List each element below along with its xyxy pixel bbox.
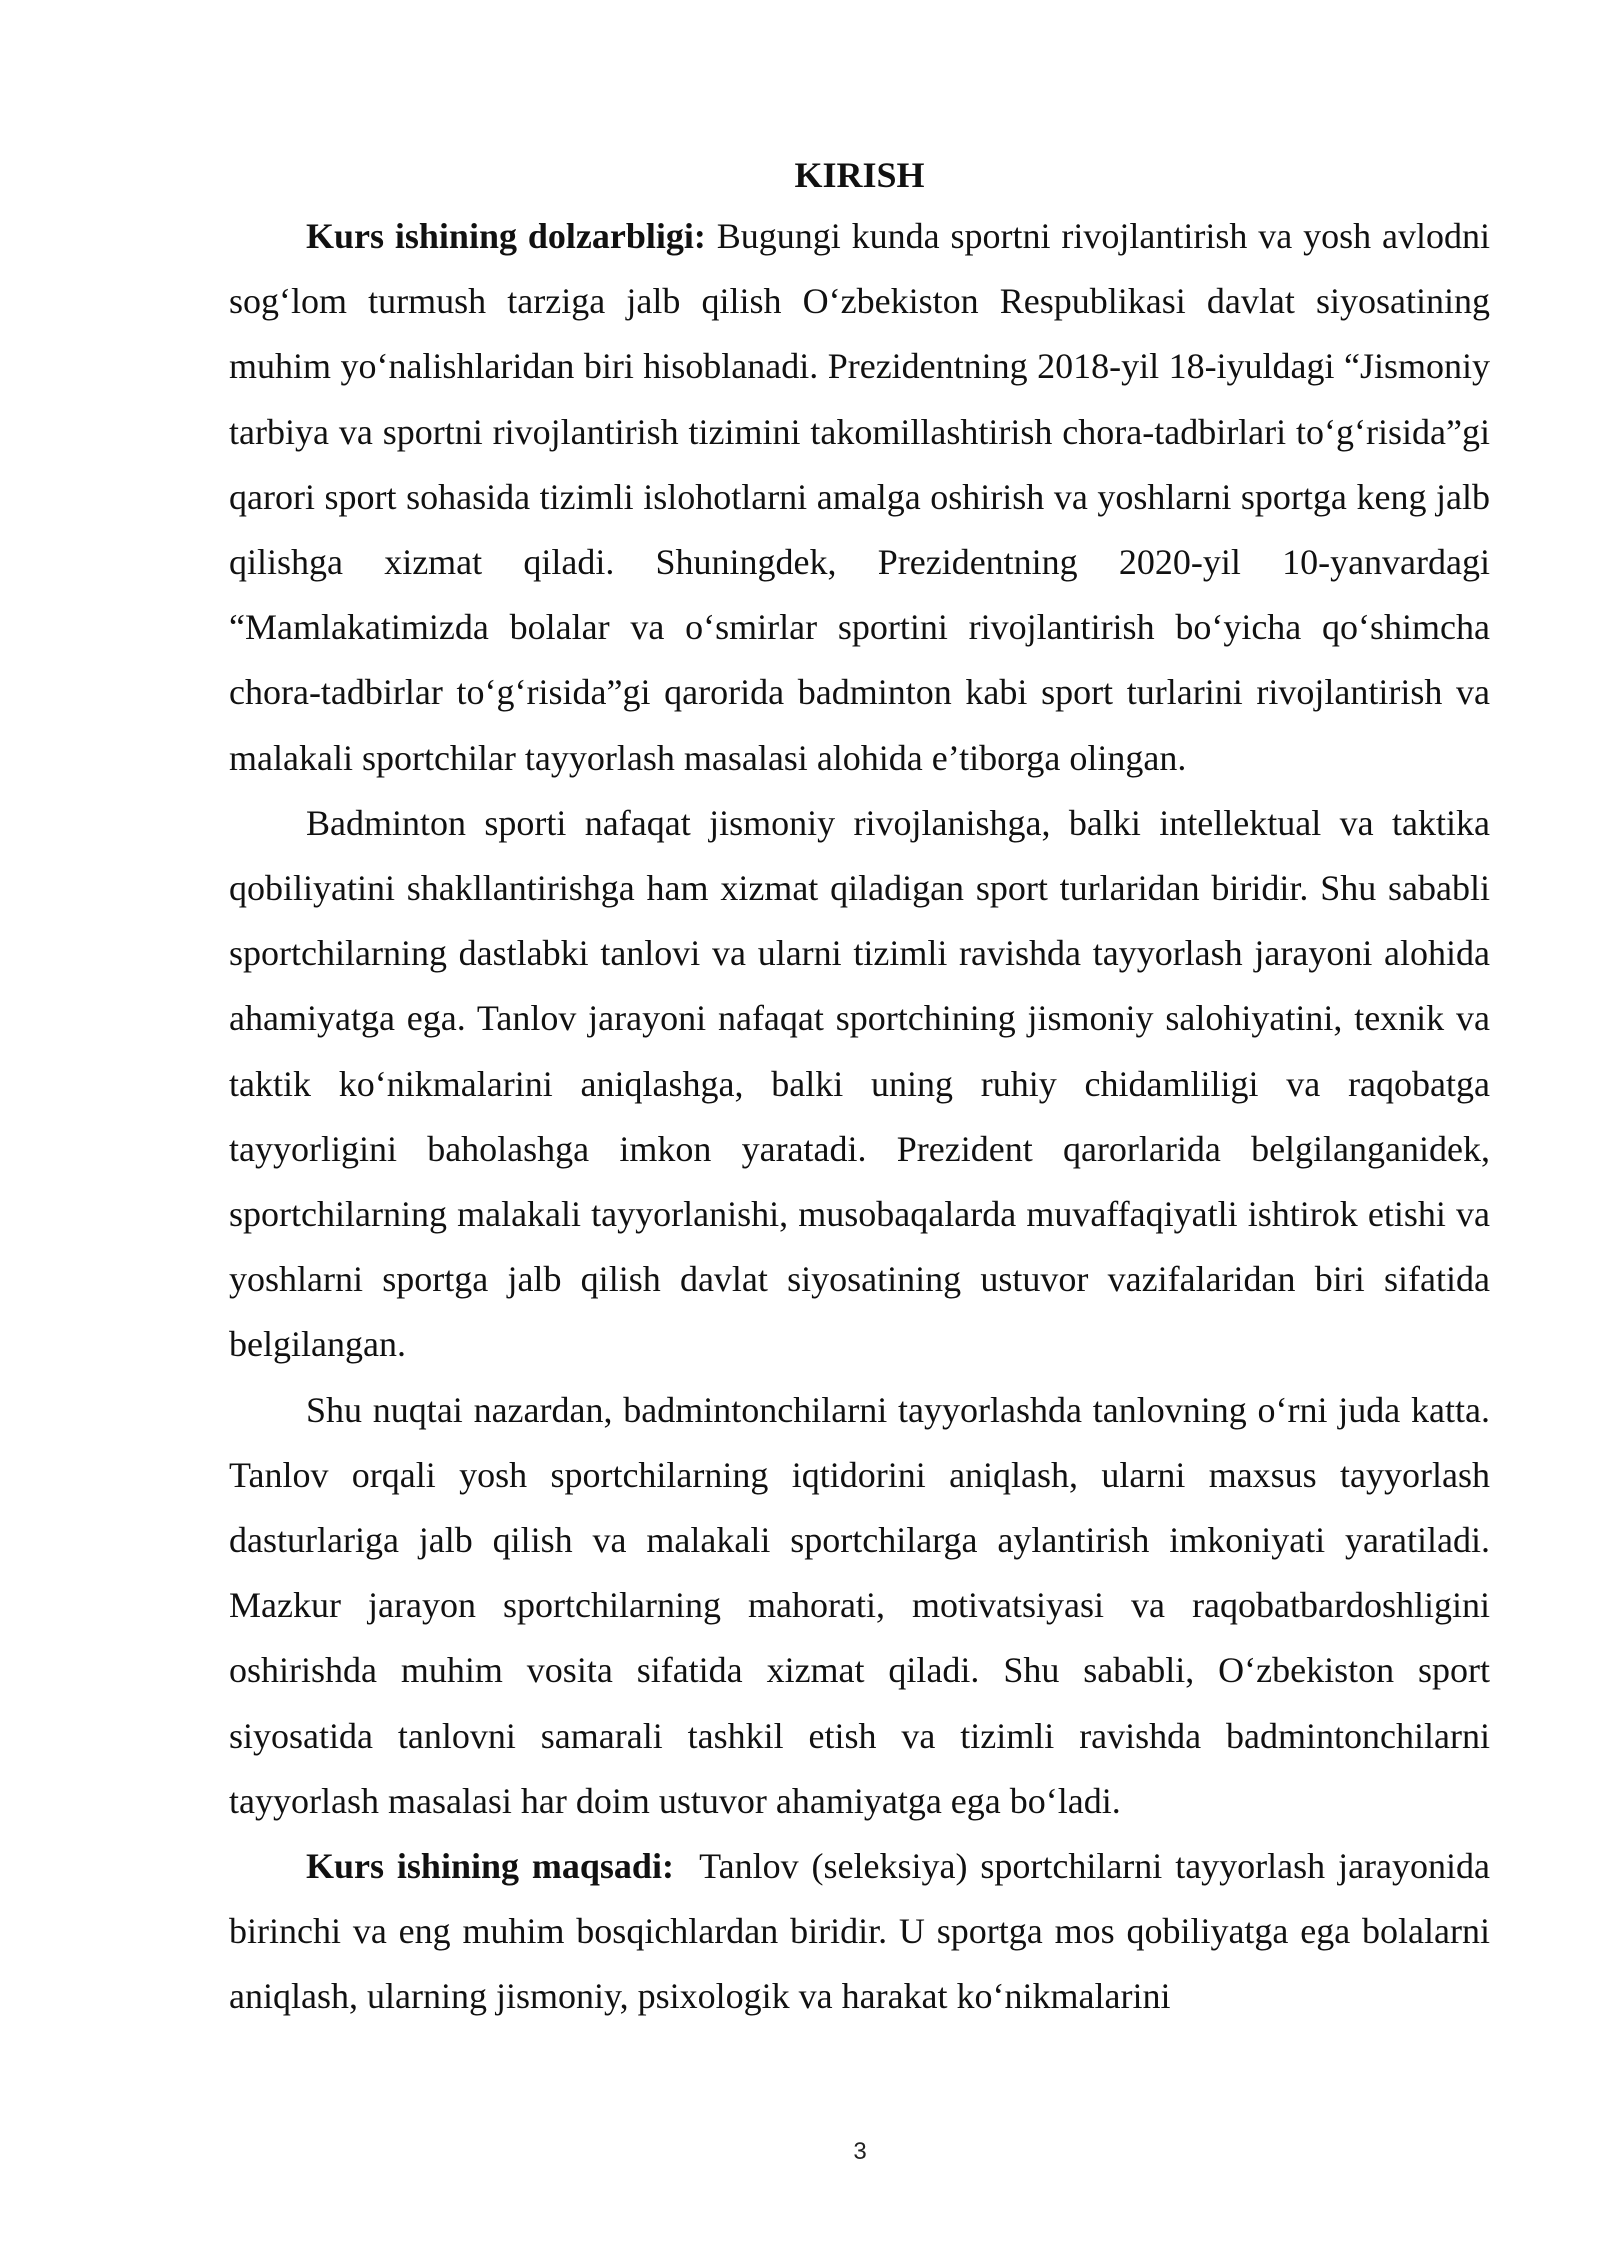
paragraph-badminton xyxy=(229,791,1490,1378)
paragraph-text: Bugungi kunda sportni rivojlantirish va yosh avlodni sog‘lom turmush tarziga jalb qilish O‘zbekiston Respublikasi davlat siyosatining muhim yo‘nalishlaridan biri hisoblanadi. Prezidentning 2018-yil 18-iyuldagi “Jismoniy tarbiya va sportni rivojlantirish tizimini takomillashtirish chora-tadbirlari to‘g‘risida”gi qarori sport sohasida tizimli islohotlarni amalga oshirish va yoshlarni sportga keng jalb qilishga xizmat qiladi. Shuningdek, Prezidentning 2020-yil 10-yanvardagi “Mamlakatimizda bolalar va o‘smirlar sportini rivojlantirish bo‘yicha qo‘shimcha chora-tadbirlar to‘g‘risida”gi qarorida badminton kabi sport turlarini rivojlantirish va malakali sportchilar tayyorlash masalasi alohida e’tiborga olingan. xyxy=(229,216,1490,778)
page-body xyxy=(229,146,1499,2030)
paragraph-relevance xyxy=(229,204,1490,791)
paragraph-text: Badminton sporti nafaqat jismoniy rivojlanishga, balki intellektual va taktika qobiliyatini shakllantirishga ham xizmat qiladigan sport turlaridan biridir. Shu sababli sportchilarning dastlabki tanlovi va ularni tizimli ravishda tayyorlash jarayoni alohida ahamiyatga ega. Tanlov jarayoni nafaqat sportchining jismoniy salohiyatini, texnik va taktik ko‘nikmalarini aniqlashga, balki uning ruhiy chidamliligi va raqobatga tayyorligini baholashga imkon yaratadi. Prezident qarorlarida belgilanganidek, sportchilarning malakali tayyorlanishi, musobaqalarda muvaffaqiyatli ishtirok etishi va yoshlarni sportga jalb qilish davlat siyosatining ustuvor vazifalaridan biri sifatida belgilangan. xyxy=(229,802,1490,1365)
paragraph-text: Tanlov (seleksiya) sportchilarni tayyorlash jarayonida birinchi va eng muhim bosqichlardan biridir. U sportga mos qobiliyatga ega bolalarni aniqlash, ularning jismoniy, psixologik va harakat ko‘nikmalarini xyxy=(229,1846,1499,2017)
paragraph-lead: Kurs ishining dolzarbligi: xyxy=(306,216,706,256)
paragraph-goal xyxy=(229,1834,1499,2030)
page-number: 3 xyxy=(853,2138,867,2165)
paragraph-selection xyxy=(229,1378,1490,1834)
paragraph-text: Shu nuqtai nazardan, badmintonchilarni tayyorlashda tanlovning o‘rni juda katta. Tanlov orqali yosh sportchilarning iqtidorini aniqlash, ularni maxsus tayyorlash dasturlariga jalb qilish va malakali sportchilarga aylantirish imkoniyati yaratiladi. Mazkur jarayon sportchilarning mahorati, motivatsiyasi va raqobatbardoshligini oshirishda muhim vosita sifatida xizmat qiladi. Shu sababli, O‘zbekiston sport siyosatida tanlovni samarali tashkil etish va tizimli ravishda badmintonchilarni tayyorlash masalasi har doim ustuvor ahamiyatga ega bo‘ladi. xyxy=(229,1389,1490,1821)
section-title: KIRISH xyxy=(794,155,925,195)
paragraph-lead: Kurs ishining maqsadi: xyxy=(306,1846,674,1887)
